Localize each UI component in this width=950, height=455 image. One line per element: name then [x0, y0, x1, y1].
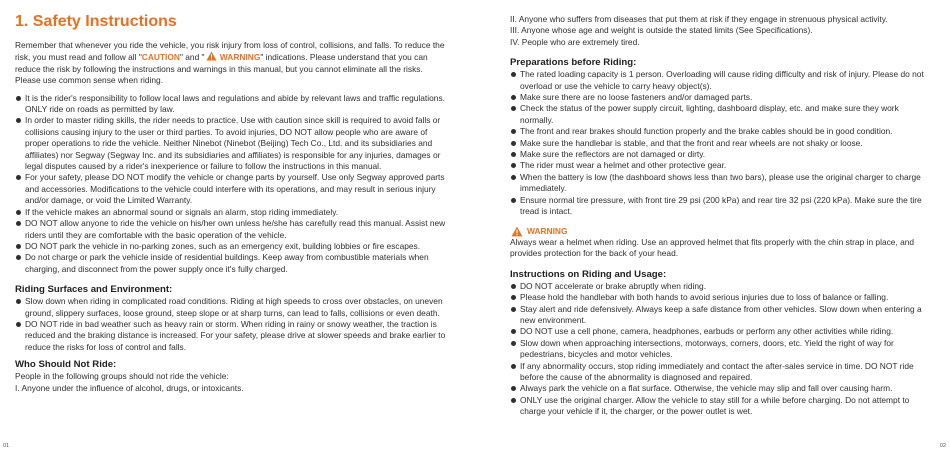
warning-label: WARNING: [527, 225, 568, 236]
list-item: Always park the vehicle on a flat surface. Otherwise, the vehicle may slip and fall over causing harm.: [510, 383, 930, 394]
who-intro: People in the following groups should not ride the vehicle:: [15, 371, 229, 382]
intro-text-1: Remember that whenever you ride the vehicle, you risk injury from loss of control, collisions, and falls. To reduce the risk, you must read and follow all ": [15, 40, 445, 63]
list-item: Make sure there are no loose fasteners and/or damaged parts.: [510, 92, 930, 103]
who-item: IV. People who are extremely tired.: [510, 36, 640, 47]
intro-paragraph: [15, 40, 447, 87]
list-item: If any abnormality occurs, stop riding immediately and contact the after-sales service in time. DO NOT ride before the cause of the abnormality is diagnosed and repaired.: [510, 361, 930, 384]
who-item: I. Anyone under the influence of alcohol, drugs, or intoxicants.: [15, 382, 244, 393]
page-number: 02: [939, 442, 946, 449]
intro-text-3: " indications. Please understand that you can reduce the risk by following the instructions and warnings in this manual, but you cannot eliminate all the risks. Please use common sense when riding.: [15, 52, 428, 86]
list-item: If the vehicle makes an abnormal sound or signals an alarm, stop riding immediately.: [15, 207, 447, 218]
warning-text: Always wear a helmet when riding. Use an approved helmet that fits properly with the chin strap in place, and provides protection for the back of your head.: [510, 236, 915, 259]
who-item: III. Anyone whose age and weight is outside the stated limits (See Specifications).: [510, 25, 813, 36]
caution-label: CAUTION: [141, 52, 180, 63]
list-item: DO NOT park the vehicle in no-parking zones, such as an emergency exit, building lobbies or fire escapes.: [15, 241, 447, 252]
list-item: DO NOT ride in bad weather such as heavy rain or storm. When riding in rainy or snowy weather, the traction is reduced and the braking distance is increased. For your safety, please drive at slower speeds and brake earlier to reduce the risks for loss of control and falls.: [15, 319, 447, 353]
surfaces-list: [15, 296, 447, 353]
surfaces-heading: Riding Surfaces and Environment:: [15, 284, 173, 296]
list-item: Make sure the handlebar is stable, and that the front and rear wheels are not shaky or loose.: [510, 138, 930, 149]
list-item: The rider must wear a helmet and other protective gear.: [510, 160, 930, 171]
list-item: Ensure normal tire pressure, with front tire 29 psi (200 kPa) and rear tire 32 psi (220 kPa). Make sure the tire tread is intact.: [510, 195, 930, 218]
list-item: Make sure the reflectors are not damaged or dirty.: [510, 149, 930, 160]
list-item: DO NOT use a cell phone, camera, headphones, earbuds or perform any other activities while riding.: [510, 326, 930, 337]
list-item: Check the status of the power supply circuit, lighting, dashboard display, etc. and make sure they work normally.: [510, 103, 930, 126]
list-item: When the battery is low (the dashboard shows less than two bars), please use the original charger to charge immediately.: [510, 172, 930, 195]
warning-triangle-icon: [206, 51, 217, 61]
list-item: It is the rider's responsibility to follow local laws and regulations and abide by relevant laws and traffic regulations. ONLY ride on roads as permitted by law.: [15, 93, 447, 116]
list-item: Slow down when approaching intersections, motorways, corners, doors, etc. Yield the right of way for pedestrians, bicycles and motor vehicles.: [510, 338, 930, 361]
list-item: In order to master riding skills, the rider needs to practice. Use with caution since skill is required to avoid falls or collisions causing injury to the user or third parties. To avoid injuries, DO NOT allow people who are aware of proper operations to ride the vehicle. Neither Ninebot (Ninebot (Beijing) Tech Co., Ltd. and its subsidiaries and affiliates) nor Segway (Segway Inc. and its subsidiaries and affiliates) is responsible for any injuries, damages or legal disputes caused by a rider's inexperience or failure to follow the instructions in this manual.: [15, 115, 447, 172]
usage-heading: Instructions on Riding and Usage:: [510, 268, 667, 280]
who-heading: Who Should Not Ride:: [15, 359, 117, 371]
general-safety-list: [15, 93, 447, 276]
list-item: Slow down when riding in complicated road conditions. Riding at high speeds to cross over obstacles, on uneven ground, slippery surfaces, loose ground, steep slope or at sharp turns, can lead to falls, collisions or even death.: [15, 296, 447, 319]
list-item: Do not charge or park the vehicle inside of residential buildings. Keep away from combustible materials when charging, and disconnect from the power supply once it's fully charged.: [15, 252, 447, 275]
list-item: DO NOT allow anyone to ride the vehicle on his/her own unless he/she has carefully read this manual. Assist new riders until they are comfortable with the basic operation of the vehicle.: [15, 218, 447, 241]
usage-list: [510, 281, 930, 418]
warning-heading: [510, 226, 930, 237]
who-item: II. Anyone who suffers from diseases that put them at risk if they engage in strenuous physical activity.: [510, 14, 888, 24]
list-item: The front and rear brakes should function properly and the brake cables should be in good condition.: [510, 126, 930, 137]
list-item: Stay alert and ride defensively. Always keep a safe distance from other vehicles. Slow down when entering a new environment.: [510, 304, 930, 327]
prep-list: [510, 69, 930, 217]
list-item: DO NOT accelerate or brake abruptly when riding.: [510, 281, 930, 292]
list-item: The rated loading capacity is 1 person. Overloading will cause riding difficulty and risk of injury. Please do not overload or use the vehicle to carry heavy object(s).: [510, 69, 930, 92]
warning-label: WARNING: [219, 52, 261, 63]
prep-heading: Preparations before Riding:: [510, 57, 637, 69]
right-page: [475, 0, 950, 455]
list-item: ONLY use the original charger. Allow the vehicle to stay still for a while before charging. Do not attempt to charge your vehicle if it, the charger, or the power outlet is wet.: [510, 395, 930, 418]
section-title: 1. Safety Instructions: [15, 13, 177, 30]
intro-text-2: " and ": [179, 52, 205, 63]
warning-triangle-icon: [511, 226, 522, 236]
list-item: For your safety, please DO NOT modify the vehicle or change parts by yourself. Use only Segway approved parts and accessories. Modifications to the vehicle could interfere with its operations, and may result in serious injury and/or damage, or void the Limited Warranty.: [15, 172, 447, 206]
list-item: Please hold the handlebar with both hands to avoid serious injuries due to loss of balance or falling.: [510, 292, 930, 303]
page-number: 01: [3, 442, 10, 449]
